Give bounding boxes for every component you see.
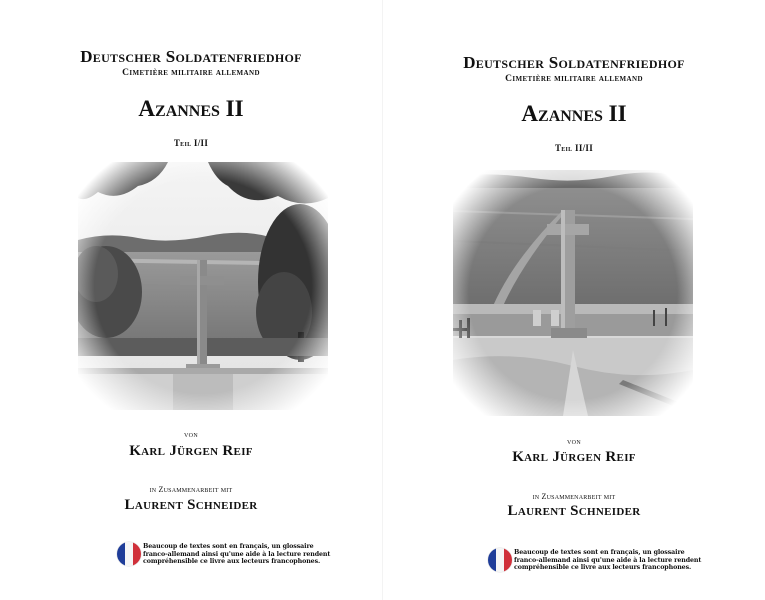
cover-title: Deutscher Soldatenfriedhof	[463, 53, 685, 72]
french-flag-icon	[117, 542, 141, 566]
coauthor-name: Laurent Schneider	[507, 503, 641, 519]
cover-photo-historic-cross	[453, 170, 693, 416]
author-prefix: von	[184, 430, 198, 439]
french-reader-note: Beaucoup de textes sont en français, un glossaire franco-allemand ainsi qu'une aide à la lecture rendent compréhensible ce livre aux lecteurs francophones.	[143, 543, 331, 566]
author-name: Karl Jürgen Reif	[129, 443, 253, 459]
volume-part: Teil II/II	[554, 143, 594, 153]
cover-subtitle: Cimetière militaire allemand	[505, 74, 643, 84]
collaboration-label: in Zusammenarbeit mit	[149, 485, 233, 494]
cemetery-name: Azannes II	[521, 101, 627, 126]
author-name: Karl Jürgen Reif	[512, 449, 636, 465]
collaboration-label: in Zusammenarbeit mit	[532, 492, 616, 501]
cemetery-name: Azannes II	[138, 96, 244, 121]
french-reader-note: Beaucoup de textes sont en français, un glossaire franco-allemand ainsi qu'une aide à la lecture rendent compréhensible ce livre aux lecteurs francophones.	[514, 549, 702, 572]
cover-volume-2	[383, 0, 765, 600]
french-flag-icon	[488, 548, 512, 572]
author-prefix: von	[567, 437, 581, 446]
cover-volume-1	[0, 0, 382, 600]
coauthor-name: Laurent Schneider	[124, 497, 258, 513]
cover-subtitle: Cimetière militaire allemand	[122, 68, 260, 78]
cover-title: Deutscher Soldatenfriedhof	[80, 47, 302, 66]
cover-photo-cross-landscape	[78, 162, 328, 410]
volume-part: Teil I/II	[173, 138, 209, 148]
